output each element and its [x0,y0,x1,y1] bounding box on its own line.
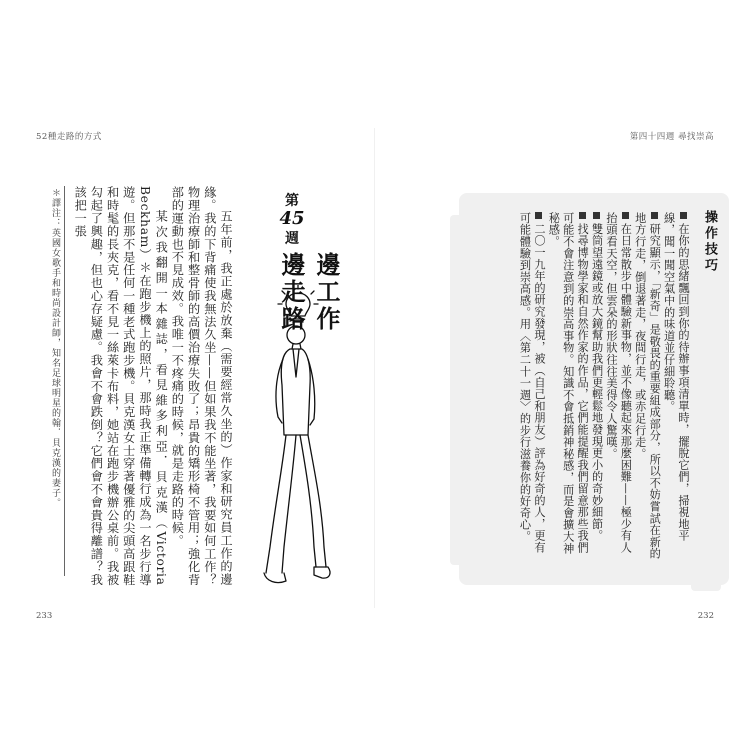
footnote-rule [64,186,65,576]
square-bullet-icon [651,212,658,219]
chapter-di: 第 [285,193,299,209]
tips-list [474,212,690,562]
tip-item [546,212,589,562]
right-running-head: 第四十四週 尋找崇高 [629,132,714,142]
left-page-number: 233 [36,611,53,621]
left-running-head: 52種走路的方式 [36,132,102,142]
tip-text: 找尋博物學家和自然作家的作品，它們能提醒我們留意那些我們可能不會注意到的崇高事物。知識不會抵銷神秘感，而是會擴大神秘感。 [547,212,590,555]
body-paragraph-1: 五年前，我正處於放棄（需要經常久坐的）作家和研究員工作的邊緣。我的下背痛使我無法久坐——但如果我不能坐著，我要如何工作？物理治療師和整骨師的高價治療失敗了；昂貴的矯形椅不管用；強化背部的運動也不見成效。我唯一不疼痛的時候，就是走路的時候。 [170,186,233,586]
chapter-title: 邊工作邊走路 [277,252,340,333]
tip-text: 二〇一九年的研究發現，被（自己和朋友）評為好奇的人，更有可能體驗到崇高感。用〈第二十一週〉的步行滋養你的好奇心。 [518,212,546,554]
translator-footnote: ＊譯注：英國女歌手和時尚設計師，知名足球明星的翰．貝克漢的妻子。 [50,188,60,508]
tip-item [589,212,603,562]
square-bullet-icon [579,212,586,219]
tip-item [661,212,690,562]
tip-item [632,212,661,562]
tip-item [604,212,633,562]
right-page-number: 232 [697,611,714,621]
tip-item [517,212,546,562]
body-paragraph-2: 某次我翻開一本雜誌，看見維多利亞．貝克漢（Victoria Beckham）＊在跑步機上的照片，那時我正準備轉行成為一名步行導遊。但那不是任何一種老式跑步機。貝克漢女士穿著優雅的尖頭高跟鞋和時髦的長夾克，看不見一絲萊卡布料，她站在跑步機辦公桌前。我被勾起了興趣，但也心存疑慮。我會不會跌倒？它們會不會貴得離譜？我該把一張 [73,186,169,586]
chapter-body-text [74,186,234,586]
walking-man-illustration [262,285,334,593]
tip-text: 雙筒望遠鏡或放大鏡幫助我們更輕鬆地發現更小的奇妙細節。 [590,223,604,542]
tip-text: 在你的思緒飄回到你的待辦事項清單時，擺脫它們，掃視地平線，聞一聞空氣中的味道並仔細聆聽。 [662,212,690,542]
page-gutter [374,128,375,608]
tip-text: 在日常散步中體驗新事物，並不像聽起來那麼困難——極少有人抬頭看天空，但雲朵的形狀往往美得令人驚嘆。 [604,212,633,554]
square-bullet-icon [680,212,687,219]
square-bullet-icon [593,212,600,219]
chapter-zhou: 週 [285,231,299,247]
chapter-number: 45 [279,208,305,229]
tips-heading: 操作技巧 [702,210,717,274]
lightbulb-icon [286,293,310,316]
square-bullet-icon [622,212,629,219]
tip-text: 研究顯示，「新奇」是敬畏的重要組成部分，所以不妨嘗試在新的地方行走，倒退著走，夜間行走，或赤足行走。 [633,212,662,560]
square-bullet-icon [535,212,542,219]
chapter-week-label [272,190,312,248]
